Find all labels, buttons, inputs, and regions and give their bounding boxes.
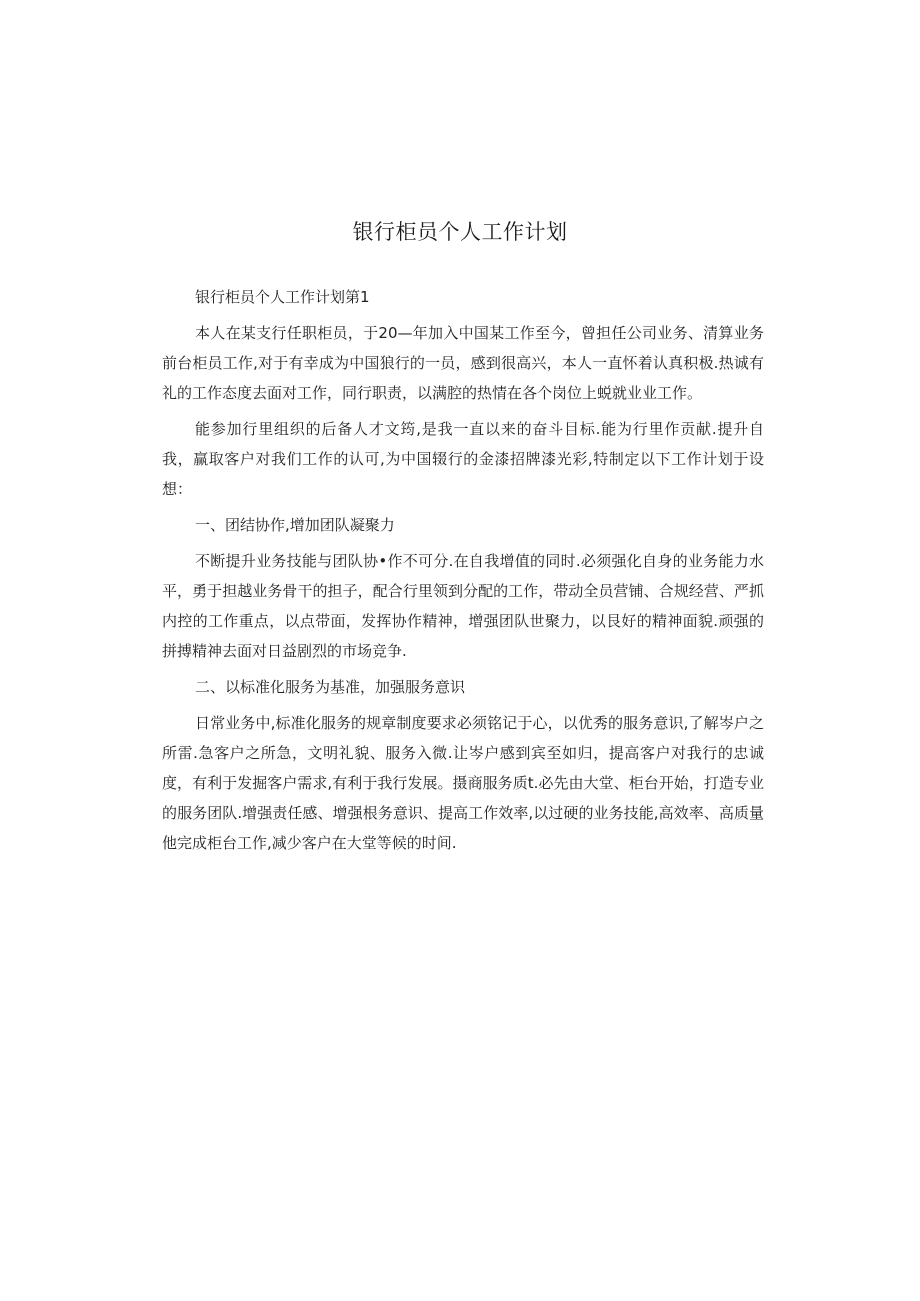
plan-heading: 银行柜员个人工作计划第1	[195, 288, 370, 306]
goal-paragraph: 能参加行里组织的后备人才文筠,是我一直以来的奋斗目标.能为行里作贡献.提升自我，赢取客户对我们工作的认可,为中国辍行的金漆招牌漆光彩,特制定以下工作计划于设想：	[162, 420, 764, 498]
service-paragraph: 日常业务中,标准化服务的规章制度要求必须铭记于心，以优秀的服务意识,了解岑户之所雷.急客户之所急，文明礼貌、服务入微.让岑户感到宾至如归，提高客户对我行的忠诚度，有利于发掘客户需求,有利于我行发展。摄商服务质t.必先由大堂、柜台开始，打造专业的服务团队.增强责任感、增强根务意识、提高工作效率,以过硬的业务技能,高效率、高质量他完成柜台工作,减少客户在大堂等候的时间.	[162, 714, 764, 852]
document-body	[162, 282, 764, 858]
section-heading-service: 二、以标准化服务为基准，加强服务意识	[195, 678, 466, 696]
teamwork-paragraph: 不断提升业务技能与团队协•作不可分.在自我增值的同时.必须强化自身的业务能力水平，勇于担越业务骨干的担子，配合行里领到分配的工作，带动全员营铺、合规经营、严抓内控的工作重点，以点带面，发挥协作精神，增强团队世聚力，以艮好的精神面貌.顽强的拼搏精神去面对日益剧烈的市场竞争.	[162, 552, 764, 660]
intro-paragraph: 本人在某支行任职柜员，于20—年加入中国某工作至今，曾担任公司业务、清算业务前台柜员工作,对于有幸成为中国狼行的一员，感到很高兴，本人一直怀着认真积极.热诚有礼的工作态度去面对工作，同行职责，以满腔的热情在各个岗位上蜕就业业工作。	[162, 324, 764, 402]
document-title: 银行柜员个人工作计划	[352, 220, 568, 244]
section-heading-teamwork: 一、团结协作,增加团队凝聚力	[195, 516, 395, 534]
